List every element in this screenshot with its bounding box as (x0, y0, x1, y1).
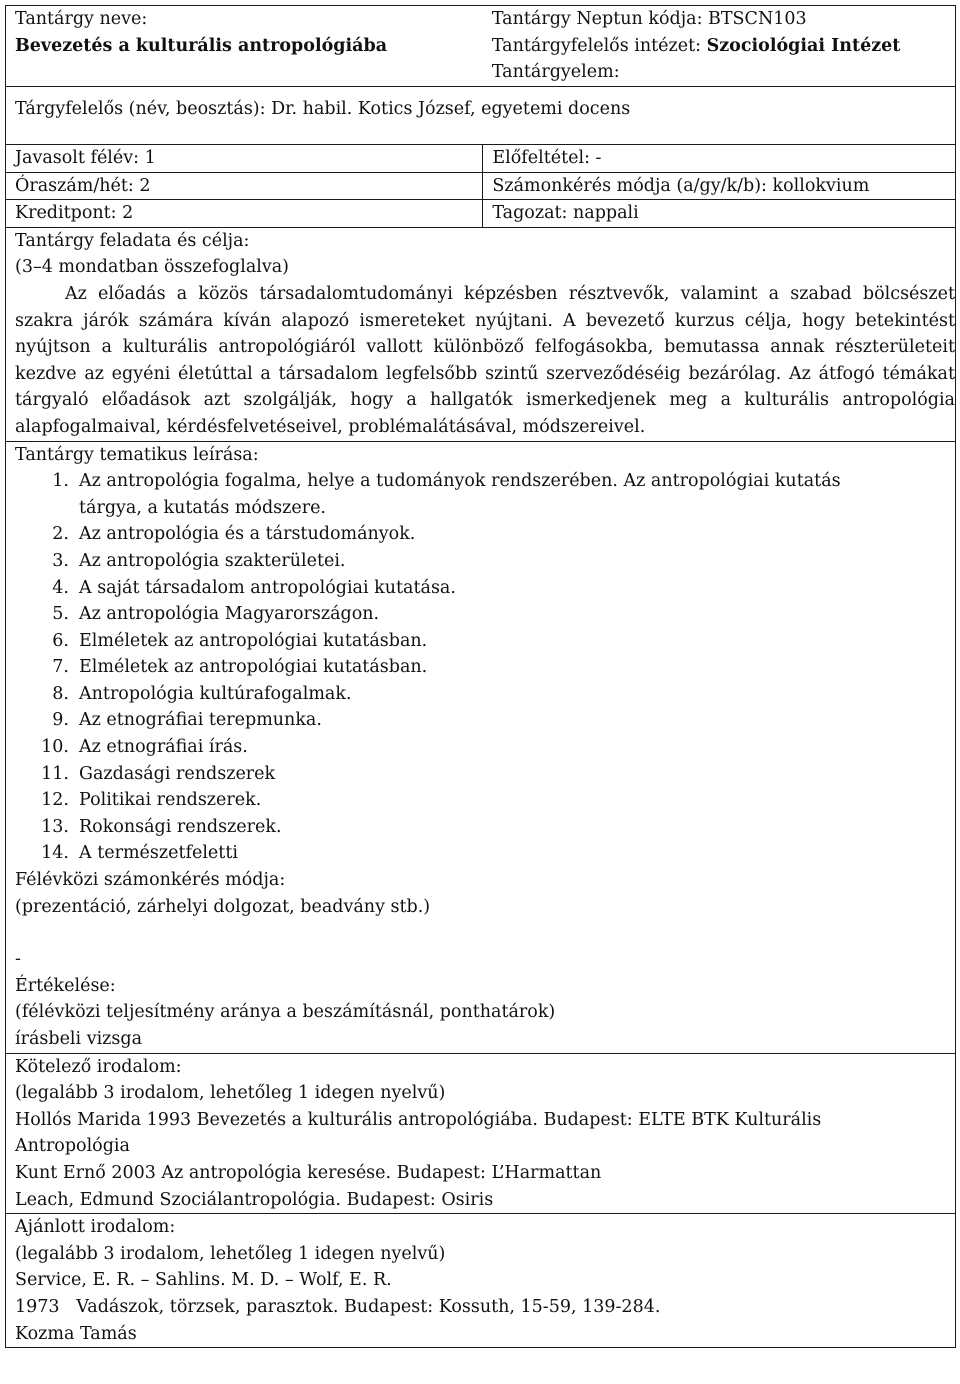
prerequisite-cell (483, 145, 956, 173)
semester-cell (6, 145, 483, 173)
weekly-hours: Óraszám/hét: 2 (15, 175, 151, 196)
topic-text (79, 548, 346, 575)
thematic-row (6, 441, 956, 1053)
topic-item (15, 814, 955, 841)
topic-text (79, 734, 248, 761)
topic-item (15, 761, 955, 788)
responsible-person: Tárgyfelelős (név, beosztás): Dr. habil. Kotics József, egyetemi docens (15, 99, 631, 119)
topic-number: 3. (52, 550, 69, 571)
topic-item (15, 575, 955, 602)
exam-type-cell (483, 172, 956, 200)
topic-list (15, 468, 955, 867)
topic-text (79, 761, 275, 788)
evaluation-value: írásbeli vizsga (15, 1029, 143, 1049)
topic-text (79, 575, 456, 602)
subject-name-cell (6, 6, 483, 87)
subject-element-label: Tantárgyelem: (491, 62, 620, 83)
responsible-cell (6, 87, 956, 145)
recommended-literature-item: 1973 Vadászok, törzsek, parasztok. Budapest: Kossuth, 15-59, 139-284. (15, 1296, 661, 1317)
hours-cell (6, 172, 483, 200)
topic-item (15, 681, 955, 708)
institute-label: Tantárgyfelelős intézet: (491, 35, 707, 56)
recommended-literature-label: Ajánlott irodalom: (15, 1217, 176, 1238)
subject-name-label: Tantárgy neve: (15, 9, 148, 29)
recommended-literature-item: Service, E. R. – Sahlins. M. D. – Wolf, E. R. (15, 1270, 392, 1291)
evaluation-label: Értékelése: (15, 975, 116, 996)
topic-number: 6. (52, 630, 69, 651)
midterm-value: - (15, 949, 21, 970)
topic-text (79, 707, 322, 734)
topic-text (79, 681, 352, 708)
topic-text-line: Az antropológia fogalma, helye a tudományok rendszerében. Az antropológiai kutatás (79, 471, 841, 492)
topic-number: 7. (52, 657, 69, 678)
topic-text-line: Az etnográfiai terepmunka. (79, 710, 322, 731)
required-literature-hint: (legalább 3 irodalom, lehetőleg 1 idegen nyelvű) (15, 1083, 446, 1104)
topic-text (79, 814, 282, 841)
topic-number: 1. (52, 471, 69, 492)
recommended-literature-item: Kozma Tamás (15, 1323, 137, 1344)
goal-row (6, 227, 956, 441)
topic-text-line: A saját társadalom antropológiai kutatása. (79, 577, 456, 598)
topic-item (15, 628, 955, 655)
topic-text (79, 654, 427, 681)
topic-text-line: Az antropológia és a társtudományok. (79, 524, 416, 545)
recommended-literature-row (6, 1214, 956, 1348)
required-literature-label: Kötelező irodalom: (15, 1056, 182, 1077)
topic-text-line: tárgya, a kutatás módszere. (79, 497, 326, 518)
topic-text (79, 468, 841, 521)
required-literature-row (6, 1053, 956, 1214)
semester-row (6, 145, 956, 173)
topic-text-line: Az antropológia Magyarországon. (79, 604, 380, 625)
topic-number: 14. (41, 843, 69, 864)
topic-number: 5. (52, 604, 69, 625)
thematic-cell (6, 441, 956, 1053)
goal-text: Az előadás a közös társadalomtudományi képzésben résztvevők, valamint a szabad bölcsészet szakra járók számára kíván alapozó ismereteket nyújtani. A bevezető kurzus célja, hogy betekintést nyújtson a kulturális antropológiáról vallott különböző felfogásokba, bemutassa annak részterületeit kezdve az egyéni életúttal a társadalom legfelsőbb szintű szerveződéséig bezárólag. Az átfogó témákat tárgyaló előadások azt szolgálják, hogy a hallgatók ismerkedjenek meg a kulturális antropológia alapfogalmaival, kérdésfelvetéseivel, problémalátásával, módszereivel. (15, 283, 955, 437)
topic-number: 4. (52, 577, 69, 598)
topic-text (79, 840, 238, 867)
goal-cell (6, 227, 956, 441)
neptun-code: Tantárgy Neptun kódja: BTSCN103 (491, 9, 807, 29)
course-sheet-table (5, 5, 956, 1348)
topic-number: 9. (52, 710, 69, 731)
recommended-literature-cell (6, 1214, 956, 1348)
midterm-hint: (prezentáció, zárhelyi dolgozat, beadvány stb.) (15, 896, 431, 917)
topic-text-line: Elméletek az antropológiai kutatásban. (79, 657, 428, 678)
credit-points: Kreditpont: 2 (15, 203, 134, 224)
topic-text (79, 787, 261, 814)
topic-text-line: Rokonsági rendszerek. (79, 816, 282, 837)
header-row (6, 6, 956, 87)
topic-number: 11. (41, 763, 69, 784)
topic-text-line: Gazdasági rendszerek (79, 763, 276, 784)
topic-item (15, 787, 955, 814)
topic-text-line: Elméletek az antropológiai kutatásban. (79, 630, 428, 651)
hours-row (6, 172, 956, 200)
prerequisite: Előfeltétel: - (492, 148, 602, 168)
required-literature-cell (6, 1053, 956, 1214)
topic-item (15, 734, 955, 761)
required-literature-item: Kunt Ernő 2003 Az antropológia keresése. Budapest: L’Harmattan (15, 1162, 602, 1183)
credits-row (6, 200, 956, 228)
midterm-label: Félévközi számonkérés módja: (15, 870, 286, 891)
topic-item (15, 654, 955, 681)
institute-name: Szociológiai Intézet (706, 35, 901, 56)
topic-text (79, 601, 379, 628)
topic-item (15, 601, 955, 628)
goal-label: Tantárgy feladata és célja: (15, 230, 250, 251)
required-literature-item: Leach, Edmund Szociálantropológia. Budapest: Osiris (15, 1189, 494, 1210)
topic-text (79, 521, 415, 548)
topic-number: 13. (41, 816, 69, 837)
recommended-literature-hint: (legalább 3 irodalom, lehetőleg 1 idegen nyelvű) (15, 1243, 446, 1264)
topic-text-line: Politikai rendszerek. (79, 790, 262, 811)
exam-type: Számonkérés módja (a/gy/k/b): kollokvium (492, 175, 870, 196)
evaluation-hint: (félévközi teljesítmény aránya a beszámításnál, ponthatárok) (15, 1002, 556, 1023)
goal-hint: (3–4 mondatban összefoglalva) (15, 257, 290, 278)
thematic-label: Tantárgy tematikus leírása: (15, 444, 259, 465)
topic-text-line: Antropológia kultúrafogalmak. (79, 683, 352, 704)
topic-number: 12. (41, 790, 69, 811)
topic-item (15, 521, 955, 548)
institute-line (492, 33, 955, 60)
mode-cell (483, 200, 956, 228)
topic-item (15, 840, 955, 867)
topic-text (79, 628, 427, 655)
topic-number: 8. (52, 683, 69, 704)
credits-cell (6, 200, 483, 228)
topic-item (15, 548, 955, 575)
topic-text-line: Az etnográfiai írás. (79, 737, 248, 758)
recommended-literature-list (15, 1267, 955, 1347)
topic-number: 2. (52, 524, 69, 545)
subject-name: Bevezetés a kulturális antropológiába (15, 35, 388, 56)
responsible-row (6, 87, 956, 145)
required-literature-item: Hollós Marida 1993 Bevezetés a kulturális antropológiába. Budapest: ELTE BTK Kulturális Antropológia (15, 1109, 827, 1157)
subject-meta-cell (483, 6, 956, 87)
topic-text-line: Az antropológia szakterületei. (79, 550, 346, 571)
study-mode: Tagozat: nappali (492, 203, 639, 224)
recommended-semester: Javasolt félév: 1 (15, 148, 156, 168)
topic-number: 10. (41, 737, 69, 758)
topic-text-line: A természetfeletti (79, 843, 238, 864)
required-literature-list (15, 1107, 937, 1213)
topic-item (15, 707, 955, 734)
topic-item (15, 468, 955, 521)
